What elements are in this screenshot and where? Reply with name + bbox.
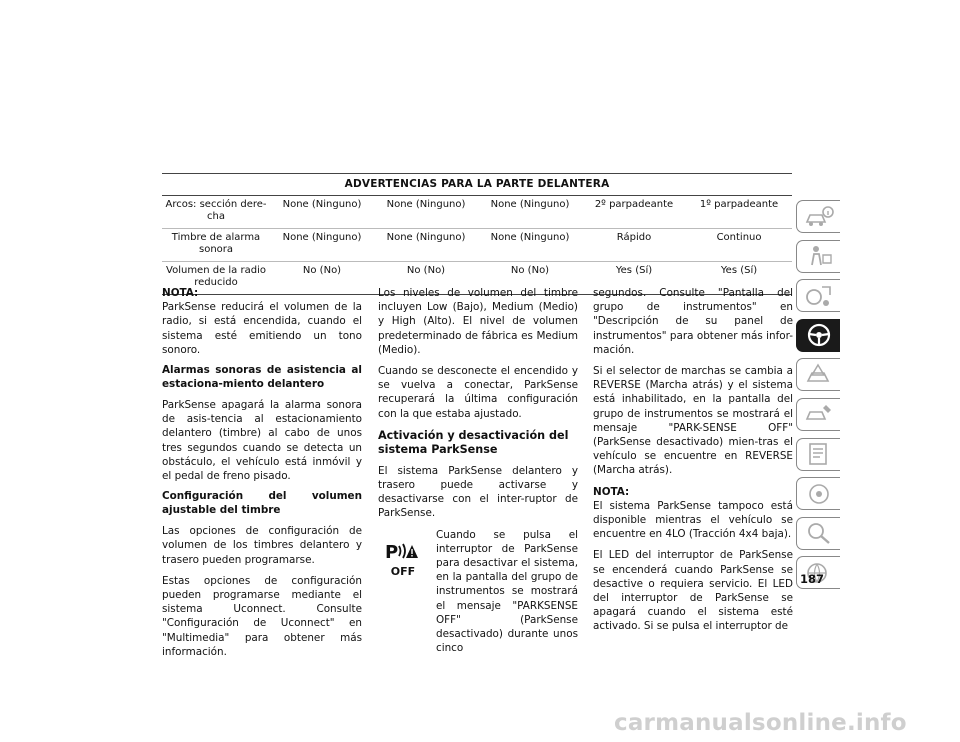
warning-car-icon <box>804 362 834 388</box>
table-cell: 2º parpadeante <box>582 195 686 228</box>
page-number: 187 <box>800 572 825 586</box>
paragraph: Si el selector de marchas se cambia a REVERSE (Marcha atrás) y el sistema está inhabilitado, en la pantalla del grupo de instrumentos se mostrará el mensaje "PARK-SENSE OFF" (ParkSense desactivado) mien-tras el vehículo se encuentre en REVERSE (Marcha atrás). <box>593 365 793 477</box>
tab-multimedia[interactable] <box>796 477 840 510</box>
note-text: El sistema ParkSense tampoco está disponible mientras el vehículo se encuentre en 4LO (Tracción 4x4 baja). <box>593 499 793 541</box>
watermark: carmanualsonline.info <box>614 710 907 736</box>
paragraph: Cuando se desconecte el encendido y se vuelva a conectar, ParkSense recuperará la última configuración con la que estaba ajustado. <box>378 365 578 420</box>
search-index-icon <box>804 520 834 546</box>
car-info-icon <box>804 204 834 230</box>
table-cell: Arcos: sección dere-cha <box>162 195 270 228</box>
off-label: OFF <box>390 564 416 578</box>
tab-index[interactable] <box>796 517 840 550</box>
tab-warning[interactable] <box>796 358 840 391</box>
multimedia-icon <box>804 481 834 507</box>
paragraph: ParkSense apagará la alarma sonora de asis-tencia al estacionamiento delantero (timbre) al cabo de unos tres segundos cuando se detecta un obstáculo, el vehículo está inmóvil y el pedal de freno pisado. <box>162 399 362 483</box>
paragraph: El LED del interruptor de ParkSense se encenderá cuando ParkSense se desactive o requiera servicio. El LED del interruptor de ParkSense se apagará cuando el sistema esté activado. Si se pulsa el interruptor de <box>593 549 793 633</box>
paragraph: Cuando se pulsa el interruptor de ParkSense para desactivar el sistema, en la pantalla del grupo de instrumentos se mostrará el mensaje "PARKSENSE OFF" (ParkSense desactivado) durante unos cinco <box>436 528 578 655</box>
note-text: ParkSense reducirá el volumen de la radio, si está encendida, cuando el sistema esté emitiendo un tono sonoro. <box>162 301 362 356</box>
table-cell: None (Ninguno) <box>270 195 374 228</box>
chapter-tabs <box>796 200 842 596</box>
note-label: NOTA: <box>162 287 199 299</box>
table-cell: Yes (Sí) <box>686 261 792 294</box>
table-cell: None (Ninguno) <box>270 228 374 261</box>
safety-person-icon <box>804 243 834 269</box>
section-heading: Alarmas sonoras de asistencia al estaciona-miento delantero <box>162 364 362 390</box>
table-cell: None (Ninguno) <box>478 195 582 228</box>
table-cell: None (Ninguno) <box>478 228 582 261</box>
text-column-left <box>162 286 362 666</box>
table-cell: Continuo <box>686 228 792 261</box>
paragraph: segundos. Consulte "Pantalla del grupo de instrumentos" en "Descripción de su panel de instrumentos" para obtener más infor-mación. <box>593 287 793 356</box>
paragraph: Las opciones de configuración de volumen de los timbres delantero y trasero pueden programarse. <box>162 525 362 566</box>
table-row <box>162 228 792 261</box>
section-heading: Activación y desactivación del sistema ParkSense <box>378 428 569 456</box>
tab-starting-driving[interactable] <box>796 279 840 312</box>
table-cell: Rápido <box>582 228 686 261</box>
table-cell: No (No) <box>478 261 582 294</box>
parksense-off-icon <box>378 534 428 584</box>
table-cell: Yes (Sí) <box>582 261 686 294</box>
table-cell: 1º parpadeante <box>686 195 792 228</box>
text-column-middle <box>378 286 578 655</box>
tab-steering-wheel[interactable] <box>796 319 840 352</box>
section-heading: Configuración del volumen ajustable del timbre <box>162 490 362 516</box>
table-cell: No (No) <box>374 261 478 294</box>
starting-driving-icon <box>804 283 834 309</box>
tab-safety[interactable] <box>796 240 840 273</box>
paragraph: El sistema ParkSense delantero y trasero puede activarse y desactivarse con el inter-ruptor de ParkSense. <box>378 464 578 520</box>
tab-car-info[interactable] <box>796 200 840 233</box>
table-cell: None (Ninguno) <box>374 195 478 228</box>
parksense-symbol-icon <box>383 540 423 564</box>
icon-paragraph <box>378 528 578 656</box>
specifications-icon <box>804 441 834 467</box>
tab-specifications[interactable] <box>796 438 840 471</box>
service-car-icon <box>804 401 834 427</box>
tab-service[interactable] <box>796 398 840 431</box>
table-title: ADVERTENCIAS PARA LA PARTE DELANTERA <box>162 174 792 196</box>
table-cell: Volumen de la radio reducido <box>162 261 270 294</box>
table-cell: No (No) <box>270 261 374 294</box>
paragraph: Los niveles de volumen del timbre incluyen Low (Bajo), Medium (Medio) y High (Alto). El nivel de volumen predeterminado de fábrica es Medium (Medio). <box>378 287 578 356</box>
note-label: NOTA: <box>593 485 630 498</box>
table-cell: Timbre de alarma sonora <box>162 228 270 261</box>
table-row <box>162 195 792 228</box>
steering-wheel-icon <box>804 322 834 348</box>
text-column-right <box>593 286 793 641</box>
svg-text:P: P <box>385 541 399 563</box>
table-cell: None (Ninguno) <box>374 228 478 261</box>
front-warnings-table <box>162 173 792 295</box>
paragraph: Estas opciones de configuración pueden programarse mediante el sistema Uconnect. Consulte "Configuración de Uconnect" en "Multimedia" para obtener más información. <box>162 574 362 658</box>
